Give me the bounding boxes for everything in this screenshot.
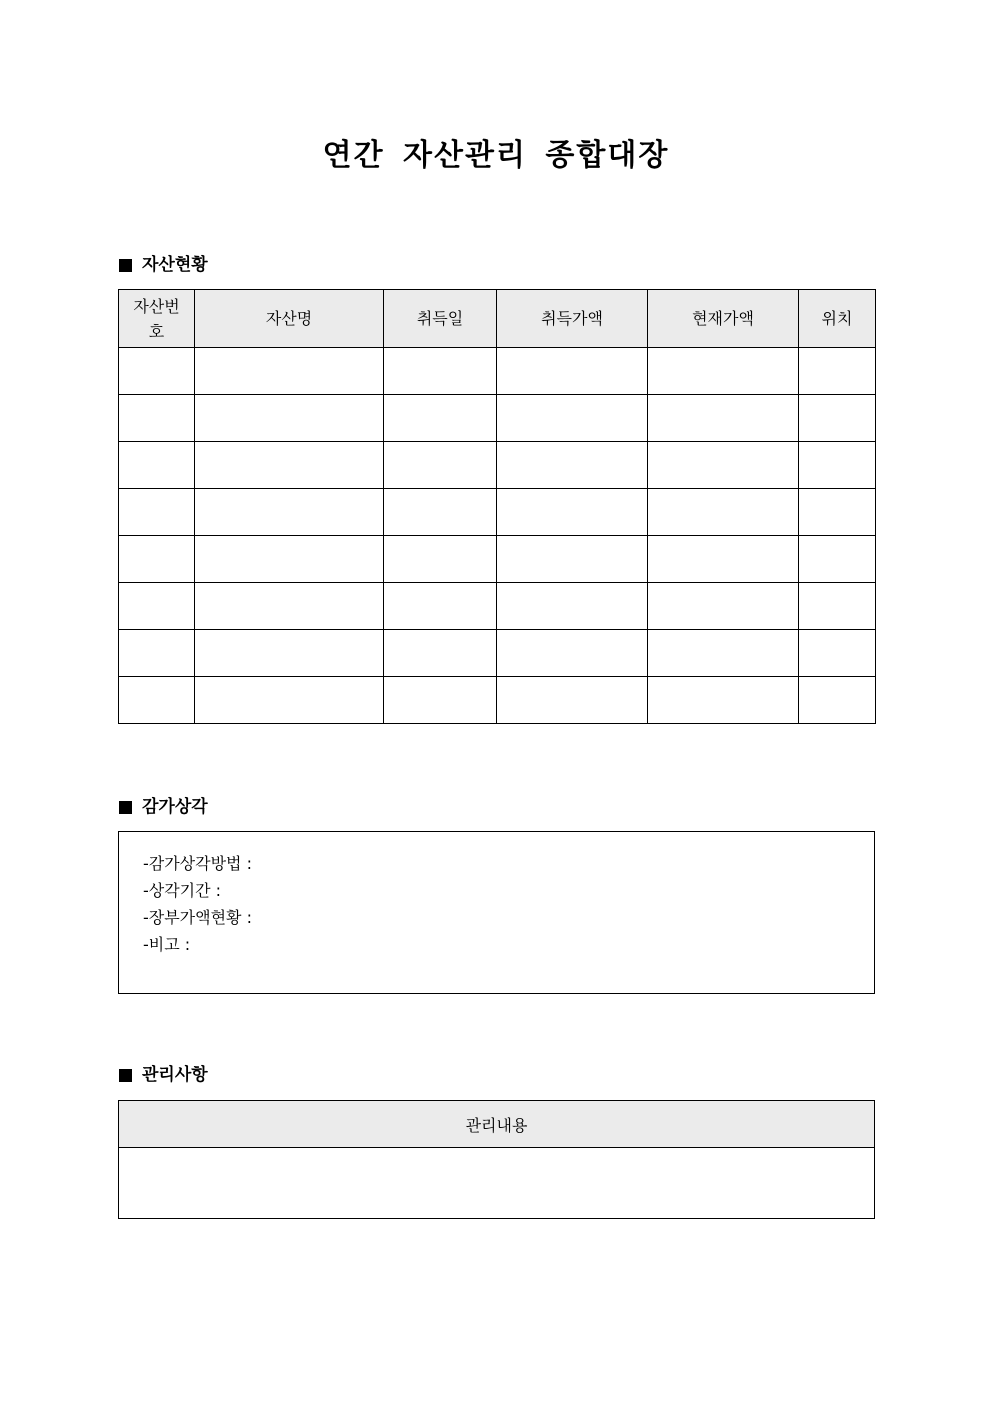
table-cell[interactable] (648, 630, 799, 677)
table-row (119, 442, 876, 489)
table-row (119, 583, 876, 630)
column-header-acquisition-cost: 취득가액 (497, 290, 648, 348)
management-table (118, 1100, 875, 1219)
table-cell[interactable] (497, 583, 648, 630)
table-row (119, 489, 876, 536)
remarks-line: -비고 : (143, 935, 191, 954)
section-heading-label: 감가상각 (142, 797, 208, 817)
section-heading-depreciation (119, 795, 208, 819)
section-heading-asset-status (119, 253, 208, 277)
table-cell[interactable] (195, 348, 384, 395)
table-cell[interactable] (497, 348, 648, 395)
table-cell[interactable] (195, 677, 384, 724)
table-cell[interactable] (648, 536, 799, 583)
table-cell[interactable] (384, 630, 497, 677)
table-cell[interactable] (648, 677, 799, 724)
table-row (119, 536, 876, 583)
table-cell[interactable] (799, 395, 876, 442)
black-square-icon (119, 801, 132, 814)
table-cell[interactable] (119, 442, 195, 489)
table-cell[interactable] (648, 489, 799, 536)
depreciation-method-line: -감가상각방법 : (143, 854, 252, 873)
table-cell[interactable] (195, 489, 384, 536)
column-header-acquisition-date: 취득일 (384, 290, 497, 348)
table-cell[interactable] (497, 536, 648, 583)
section-heading-label: 관리사항 (142, 1065, 208, 1085)
table-cell[interactable] (195, 442, 384, 489)
depreciation-period-line: -상각기간 : (143, 881, 222, 900)
table-cell[interactable] (799, 630, 876, 677)
table-cell[interactable] (497, 395, 648, 442)
table-cell[interactable] (119, 536, 195, 583)
table-cell[interactable] (384, 677, 497, 724)
table-cell[interactable] (648, 583, 799, 630)
table-row (119, 348, 876, 395)
section-heading-management (119, 1063, 208, 1087)
table-cell[interactable] (119, 348, 195, 395)
table-cell[interactable] (497, 630, 648, 677)
table-row (119, 630, 876, 677)
table-cell[interactable] (799, 536, 876, 583)
section-heading-label: 자산현황 (142, 255, 208, 275)
black-square-icon (119, 259, 132, 272)
table-cell[interactable] (497, 489, 648, 536)
depreciation-lines (143, 850, 252, 958)
column-header-asset-name: 자산명 (195, 290, 384, 348)
table-cell[interactable] (119, 395, 195, 442)
table-cell[interactable] (799, 583, 876, 630)
table-cell[interactable] (384, 395, 497, 442)
depreciation-box[interactable] (118, 831, 875, 994)
table-cell[interactable] (195, 395, 384, 442)
table-cell[interactable] (497, 442, 648, 489)
table-header-row (119, 290, 876, 348)
table-cell[interactable] (799, 677, 876, 724)
table-cell[interactable] (648, 348, 799, 395)
column-header-asset-number: 자산번호 (119, 290, 195, 348)
table-cell[interactable] (195, 630, 384, 677)
table-cell[interactable] (799, 442, 876, 489)
table-cell[interactable] (799, 348, 876, 395)
column-header-management-content: 관리내용 (119, 1101, 875, 1148)
table-cell[interactable] (799, 489, 876, 536)
column-header-location: 위치 (799, 290, 876, 348)
table-header-row (119, 1101, 875, 1148)
table-row (119, 1148, 875, 1219)
table-cell[interactable] (648, 395, 799, 442)
table-cell[interactable] (195, 536, 384, 583)
management-content-cell[interactable] (119, 1148, 875, 1219)
table-cell[interactable] (119, 677, 195, 724)
table-cell[interactable] (384, 536, 497, 583)
table-row (119, 395, 876, 442)
document-title: 연간 자산관리 종합대장 (322, 138, 670, 173)
table-cell[interactable] (648, 442, 799, 489)
column-header-current-value: 현재가액 (648, 290, 799, 348)
table-cell[interactable] (384, 348, 497, 395)
table-cell[interactable] (119, 489, 195, 536)
book-value-status-line: -장부가액현황 : (143, 908, 252, 927)
table-cell[interactable] (384, 489, 497, 536)
asset-status-table (118, 289, 876, 724)
black-square-icon (119, 1069, 132, 1082)
table-cell[interactable] (195, 583, 384, 630)
table-cell[interactable] (497, 677, 648, 724)
table-cell[interactable] (119, 630, 195, 677)
table-cell[interactable] (384, 442, 497, 489)
table-cell[interactable] (384, 583, 497, 630)
table-row (119, 677, 876, 724)
table-cell[interactable] (119, 583, 195, 630)
